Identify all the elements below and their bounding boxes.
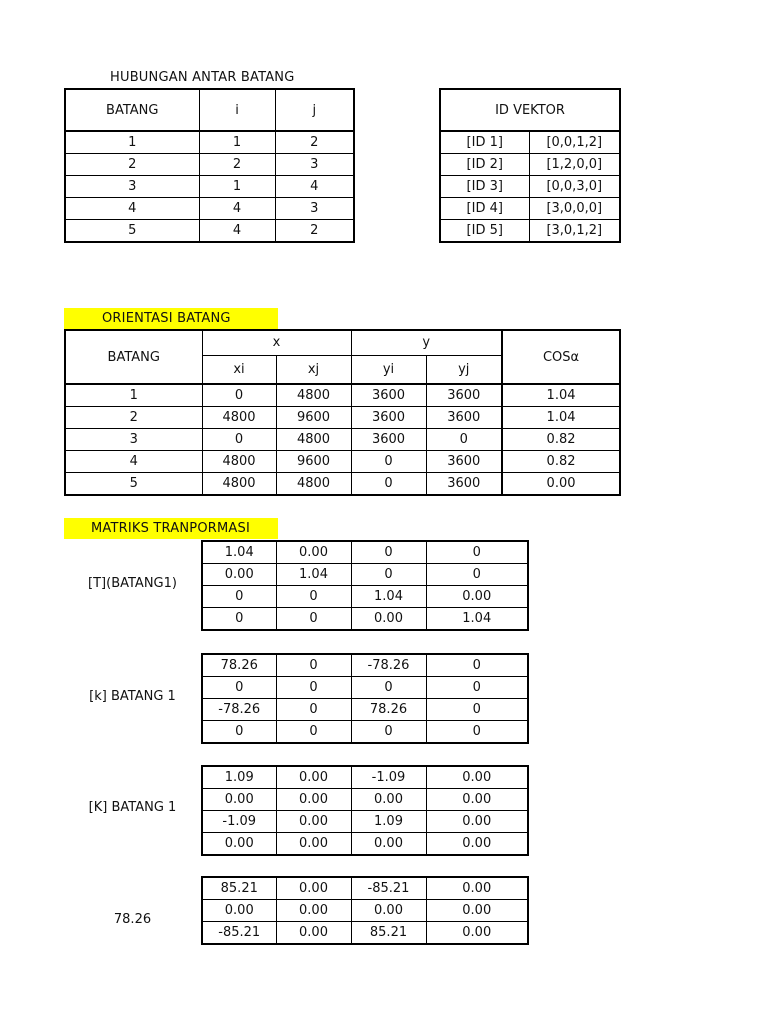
cell: 0 xyxy=(202,677,276,699)
cell: 1.04 xyxy=(276,564,351,586)
cell: -78.26 xyxy=(351,654,426,677)
table-row xyxy=(65,429,620,451)
matrix-k-global-batang1 xyxy=(201,765,529,856)
matrix-row xyxy=(202,564,528,586)
cell: 0.00 xyxy=(351,789,426,811)
cell: 0.00 xyxy=(502,473,620,496)
cell: 1.04 xyxy=(202,541,276,564)
cell: 1.09 xyxy=(351,811,426,833)
cell: 1 xyxy=(65,131,199,154)
cell: 0.00 xyxy=(202,900,276,922)
cell: 3 xyxy=(65,429,202,451)
cell: 85.21 xyxy=(351,922,426,945)
cell: 0 xyxy=(202,429,276,451)
matrix-row xyxy=(202,766,528,789)
cell: 4 xyxy=(275,176,354,198)
cell: 0 xyxy=(276,654,351,677)
cell: 0 xyxy=(426,654,528,677)
cell: [1,2,0,0] xyxy=(529,154,620,176)
matrix-row xyxy=(202,877,528,900)
cell: 1 xyxy=(65,384,202,407)
cell: 0 xyxy=(202,586,276,608)
cell: [ID 3] xyxy=(440,176,529,198)
cell: 4 xyxy=(65,198,199,220)
cell: 0.00 xyxy=(426,922,528,945)
cell: 3600 xyxy=(351,384,426,407)
cell: [0,0,1,2] xyxy=(529,131,620,154)
cell: 4800 xyxy=(202,407,276,429)
table-row xyxy=(65,451,620,473)
cell: 0.00 xyxy=(351,833,426,856)
cell: 2 xyxy=(275,131,354,154)
matrix-row xyxy=(202,721,528,744)
cell: 0.00 xyxy=(276,922,351,945)
table-row xyxy=(65,198,354,220)
table-row xyxy=(65,384,620,407)
matrix-row xyxy=(202,608,528,631)
cell: 0 xyxy=(351,677,426,699)
matrix-row xyxy=(202,811,528,833)
orientasi-table xyxy=(64,329,621,496)
cell: 2 xyxy=(275,220,354,243)
cell: -78.26 xyxy=(202,699,276,721)
cell: 0.00 xyxy=(276,811,351,833)
matrix-row xyxy=(202,833,528,856)
cell: 0.00 xyxy=(426,789,528,811)
header-xi: xi xyxy=(202,355,276,384)
matrix-label-k-global: [K] BATANG 1 xyxy=(88,800,177,815)
cell: -85.21 xyxy=(351,877,426,900)
header-yj: yj xyxy=(426,355,502,384)
cell: 0.00 xyxy=(276,900,351,922)
cell: 0.00 xyxy=(202,833,276,856)
matrix-label-k-local: [k] BATANG 1 xyxy=(89,689,176,704)
cell: 1.04 xyxy=(351,586,426,608)
header-j: j xyxy=(275,89,354,131)
cell: 3600 xyxy=(426,384,502,407)
header-batang: BATANG xyxy=(65,330,202,384)
cell: 0.00 xyxy=(351,900,426,922)
id-vektor-table xyxy=(439,88,621,243)
hubungan-table xyxy=(64,88,355,243)
cell: 3600 xyxy=(426,407,502,429)
cell: 0 xyxy=(351,564,426,586)
cell: 5 xyxy=(65,473,202,496)
header-yi: yi xyxy=(351,355,426,384)
cell: 0.82 xyxy=(502,429,620,451)
cell: 0 xyxy=(351,721,426,744)
header-cos: COSα xyxy=(502,330,620,384)
cell: 0 xyxy=(426,541,528,564)
cell: 0 xyxy=(426,721,528,744)
cell: -85.21 xyxy=(202,922,276,945)
cell: 78.26 xyxy=(202,654,276,677)
table-row xyxy=(65,220,354,243)
matrix-row xyxy=(202,900,528,922)
hubungan-title: HUBUNGAN ANTAR BATANG xyxy=(110,70,295,85)
cell: 0.00 xyxy=(276,789,351,811)
cell: 1.04 xyxy=(502,384,620,407)
cell: 0.00 xyxy=(202,789,276,811)
table-row xyxy=(440,154,620,176)
cell: [0,0,3,0] xyxy=(529,176,620,198)
cell: 85.21 xyxy=(202,877,276,900)
table-row xyxy=(440,131,620,154)
cell: 0 xyxy=(351,541,426,564)
table-row xyxy=(440,198,620,220)
matrix-row xyxy=(202,541,528,564)
cell: 0 xyxy=(426,677,528,699)
cell: 0 xyxy=(351,473,426,496)
cell: 3600 xyxy=(351,407,426,429)
cell: 0.82 xyxy=(502,451,620,473)
cell: 2 xyxy=(65,407,202,429)
cell: 1.04 xyxy=(502,407,620,429)
cell: 0.00 xyxy=(426,900,528,922)
table-row xyxy=(65,407,620,429)
cell: 5 xyxy=(65,220,199,243)
cell: [ID 5] xyxy=(440,220,529,243)
matrix-label-value: 78.26 xyxy=(113,912,152,927)
cell: 4 xyxy=(199,198,275,220)
cell: 3600 xyxy=(426,473,502,496)
cell: 0 xyxy=(276,699,351,721)
cell: 3600 xyxy=(351,429,426,451)
cell: 0 xyxy=(276,721,351,744)
header-y: y xyxy=(351,330,502,355)
cell: 4 xyxy=(65,451,202,473)
header-batang: BATANG xyxy=(65,89,199,131)
cell: 0 xyxy=(202,608,276,631)
cell: 4800 xyxy=(276,429,351,451)
cell: 2 xyxy=(199,154,275,176)
table-row xyxy=(65,176,354,198)
cell: 4800 xyxy=(202,451,276,473)
table-row xyxy=(440,220,620,243)
cell: 0 xyxy=(276,608,351,631)
cell: 3 xyxy=(65,176,199,198)
cell: 0 xyxy=(276,677,351,699)
cell: 0 xyxy=(426,429,502,451)
cell: 0 xyxy=(426,564,528,586)
cell: 0.00 xyxy=(426,811,528,833)
matrix-row xyxy=(202,789,528,811)
cell: [3,0,0,0] xyxy=(529,198,620,220)
matrix-row xyxy=(202,586,528,608)
cell: 1 xyxy=(199,131,275,154)
matrix-block-4 xyxy=(201,876,529,945)
header-id-vektor: ID VEKTOR xyxy=(440,89,620,131)
cell: 3 xyxy=(275,154,354,176)
cell: 0.00 xyxy=(276,833,351,856)
cell: 3 xyxy=(275,198,354,220)
matriks-title: MATRIKS TRANPORMASI xyxy=(64,518,278,539)
cell: 1.09 xyxy=(202,766,276,789)
cell: 0 xyxy=(276,586,351,608)
table-row xyxy=(65,131,354,154)
cell: 9600 xyxy=(276,407,351,429)
matrix-row xyxy=(202,654,528,677)
cell: 0 xyxy=(202,721,276,744)
cell: 0.00 xyxy=(276,877,351,900)
cell: 1 xyxy=(199,176,275,198)
cell: 0.00 xyxy=(426,766,528,789)
cell: 9600 xyxy=(276,451,351,473)
header-x: x xyxy=(202,330,351,355)
cell: 0 xyxy=(351,451,426,473)
orientasi-title: ORIENTASI BATANG xyxy=(64,308,278,329)
table-row xyxy=(440,176,620,198)
matrix-row xyxy=(202,677,528,699)
matrix-row xyxy=(202,922,528,945)
matrix-label-t: [T](BATANG1) xyxy=(88,576,177,591)
cell: -1.09 xyxy=(202,811,276,833)
table-row xyxy=(65,154,354,176)
cell: 1.04 xyxy=(426,608,528,631)
matrix-row xyxy=(202,699,528,721)
cell: 2 xyxy=(65,154,199,176)
cell: 78.26 xyxy=(351,699,426,721)
cell: 4 xyxy=(199,220,275,243)
cell: 0.00 xyxy=(276,541,351,564)
header-i: i xyxy=(199,89,275,131)
cell: -1.09 xyxy=(351,766,426,789)
matrix-k-local-batang1 xyxy=(201,653,529,744)
cell: 0.00 xyxy=(276,766,351,789)
header-xj: xj xyxy=(276,355,351,384)
table-row xyxy=(65,473,620,496)
cell: 0.00 xyxy=(426,833,528,856)
cell: 0.00 xyxy=(351,608,426,631)
cell: 0.00 xyxy=(426,586,528,608)
cell: 0.00 xyxy=(426,877,528,900)
cell: 4800 xyxy=(276,473,351,496)
cell: 0 xyxy=(202,384,276,407)
cell: 0.00 xyxy=(202,564,276,586)
cell: [3,0,1,2] xyxy=(529,220,620,243)
cell: 4800 xyxy=(276,384,351,407)
cell: 0 xyxy=(426,699,528,721)
cell: [ID 4] xyxy=(440,198,529,220)
cell: [ID 2] xyxy=(440,154,529,176)
cell: 4800 xyxy=(202,473,276,496)
cell: 3600 xyxy=(426,451,502,473)
matrix-t-batang1 xyxy=(201,540,529,631)
cell: [ID 1] xyxy=(440,131,529,154)
